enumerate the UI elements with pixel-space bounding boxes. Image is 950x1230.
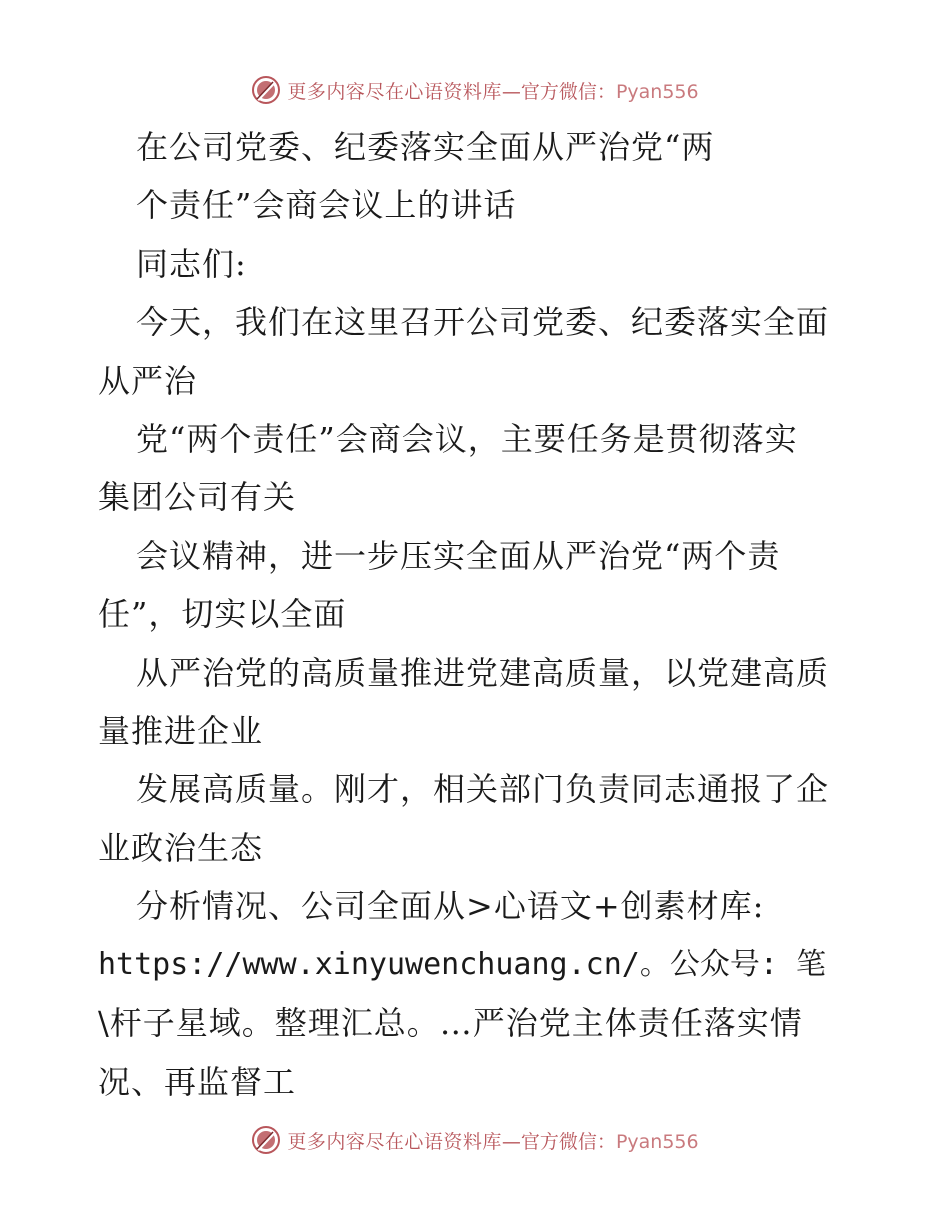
quill-pen-logo-icon	[251, 75, 281, 105]
watermark-brand: 更多内容尽在心语资料库	[287, 80, 502, 103]
paragraph-line: 会议精神，进一步压实全面从严治党“两个责	[136, 536, 781, 575]
paragraph-line: 党“两个责任”会商会议，主要任务是贯彻落实	[136, 420, 798, 459]
paragraph-line: 从严治党的高质量推进党建高质量，以党建高质	[136, 653, 830, 692]
salutation: 同志们:	[136, 244, 247, 283]
paragraph-line: 从严治	[98, 361, 198, 400]
paragraph-line: 况、再监督工	[98, 1062, 297, 1101]
watermark-wechat-label: 官方微信：	[520, 1130, 616, 1153]
document-body	[98, 118, 858, 1111]
quill-pen-logo-icon	[251, 1125, 281, 1155]
watermark-text	[287, 1127, 698, 1154]
document-title-line-2: 个责任”会商会议上的讲话	[136, 186, 517, 225]
paragraph-line: 集团公司有关	[98, 478, 297, 517]
watermark-wechat-id: Pyan556	[615, 80, 699, 103]
paragraph-line: 分析情况、公司全面从>心语文+创素材库:	[136, 887, 765, 926]
document-title-line-1: 在公司党委、纪委落实全面从严治党“两	[136, 128, 715, 166]
watermark-dash: —	[501, 80, 521, 103]
url-line: https://www.xinyuwenchuang.cn/。公众号: 笔	[98, 946, 826, 982]
paragraph-line: 今天，我们在这里召开公司党委、纪委落实全面	[136, 303, 830, 342]
header-watermark	[0, 70, 950, 110]
paragraph-line: 发展高质量。刚才，相关部门负责同志通报了企	[136, 770, 830, 809]
watermark-text	[287, 77, 698, 104]
footer-watermark	[0, 1120, 950, 1160]
watermark-wechat-label: 官方微信：	[520, 80, 616, 103]
watermark-dash: —	[501, 1130, 521, 1153]
paragraph-line: 量推进企业	[98, 712, 264, 751]
watermark-brand: 更多内容尽在心语资料库	[287, 1130, 502, 1153]
paragraph-line: 业政治生态	[98, 828, 264, 867]
watermark-wechat-id: Pyan556	[615, 1130, 699, 1153]
paragraph-line: 任”，切实以全面	[98, 595, 347, 634]
paragraph-line: \杆子星域。整理汇总。…严治党主体责任落实情	[98, 1004, 803, 1043]
